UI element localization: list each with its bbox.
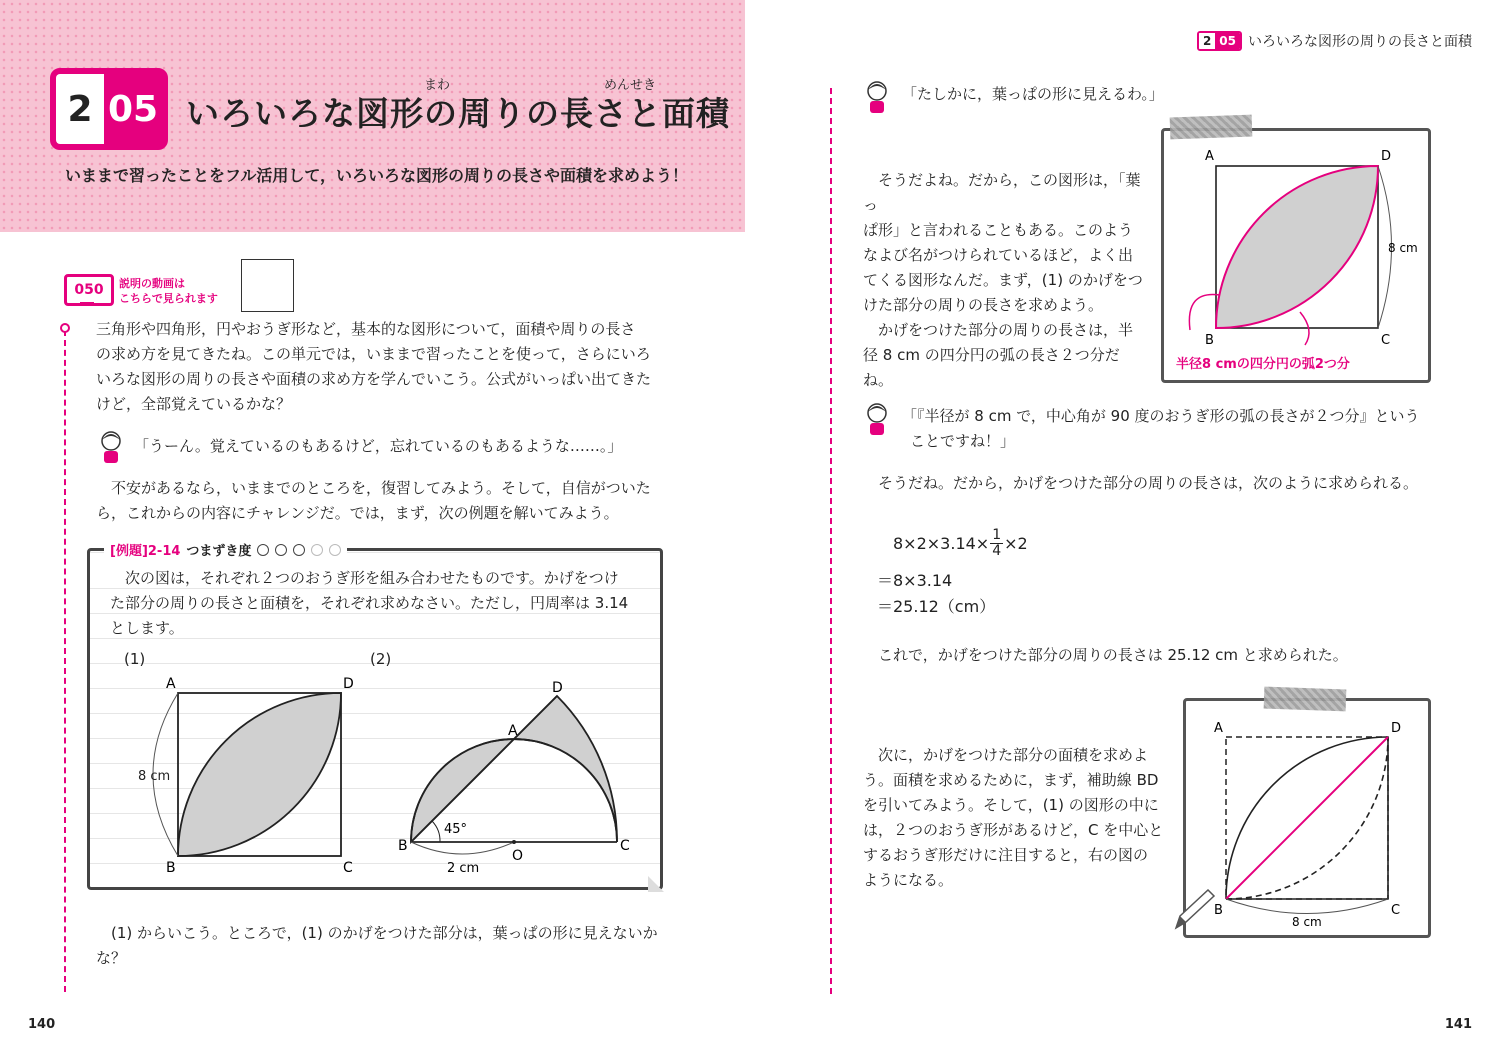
center-point <box>512 840 516 844</box>
example-tag <box>104 540 347 559</box>
text-line: の求め方を見てきたね。この単元では，いままで習ったことを使って，さらにいろ <box>96 345 651 363</box>
left-margin-line <box>64 330 66 992</box>
formula-part: ×2 <box>1004 534 1028 553</box>
vertex-label: D <box>1391 721 1402 736</box>
intro-paragraph <box>96 317 676 417</box>
video-code: 050 <box>74 282 104 298</box>
video-label <box>119 276 218 306</box>
vertex-label: C <box>1381 333 1391 348</box>
leaf-shape <box>178 693 341 856</box>
text-line: てくる図形なんだ。まず，(1) のかげをつ <box>863 271 1143 289</box>
text-line: を引いてみよう。そして，(1) の図形の中に <box>863 796 1159 814</box>
auxiliary-line-bd <box>1226 737 1388 899</box>
text-line: 不安があるなら，いままでのところを，復習してみよう。そして，自信がついた <box>111 479 651 497</box>
text-line: た部分の周りの長さと面積を，それぞれ求めなさい。ただし，円周率は 3.14 <box>110 594 629 612</box>
example-label: [例題]2-14 <box>110 544 181 559</box>
text-line: な？ <box>96 949 127 967</box>
fraction-denominator: 4 <box>992 543 1002 559</box>
formula-line-1 <box>893 528 1028 559</box>
vertex-label: B <box>1205 333 1214 348</box>
difficulty-face-empty-icon <box>311 544 323 556</box>
side-length-label: 8 cm <box>1388 241 1418 255</box>
vertex-label: A <box>166 676 176 692</box>
running-title: いろいろな図形の周りの長さと面積 <box>1248 34 1472 50</box>
difficulty-face-icon <box>275 544 287 556</box>
running-head <box>1197 31 1472 51</box>
text-line: 「『半径が 8 cm で，中心角が 90 度のおうぎ形の弧の長さが２つ分』という <box>902 407 1420 425</box>
text-line: 三角形や四角形，円やおうぎ形など，基本的な図形について，面積や周りの長さ <box>96 320 636 338</box>
text-line: 径 8 cm の四分円の弧の長さ２つ分だね。 <box>863 346 1120 389</box>
video-label-line: こちらで見られます <box>119 292 218 305</box>
vertex-label: A <box>1205 149 1214 164</box>
student-line-1: 「たしかに，葉っぱの形に見えるわ。」 <box>902 85 1164 103</box>
running-head-badge <box>1197 31 1242 51</box>
vertex-label: A <box>1214 721 1223 736</box>
vertex-label: D <box>552 680 563 696</box>
radius-brace <box>411 842 514 854</box>
formula-line-2: ＝8×3.14 <box>877 571 953 590</box>
side-length-label: 8 cm <box>1292 915 1322 929</box>
text-line: そうだよね。だから，この図形は，「葉っ <box>863 171 1141 214</box>
section-number: 05 <box>107 88 159 130</box>
text-line: するおうぎ形だけに注目すると，右の図の <box>863 846 1149 864</box>
text-line: 次の図は，それぞれ２つのおうぎ形を組み合わせたものです。かげをつけ <box>125 569 619 587</box>
figure-b <box>1168 698 1431 938</box>
radius-line <box>411 696 557 842</box>
student-line: 「うーん。覚えているのもあるけど，忘れているのもあるような……。」 <box>134 437 623 455</box>
page-title: いろいろな図形の周りの長さと面積 <box>186 94 730 133</box>
ruby-menseki: めんせき <box>604 78 657 93</box>
running-section: 05 <box>1215 33 1240 49</box>
figure-1-label: (1) <box>124 650 146 668</box>
qr-code-box[interactable] <box>241 259 294 312</box>
vertex-label: O <box>512 848 524 864</box>
student-avatar-icon <box>864 80 890 114</box>
result-line: これで，かげをつけた部分の周りの長さは 25.12 cm と求められた。 <box>878 646 1348 664</box>
fraction <box>990 528 1003 559</box>
difficulty-label: つまずき度 <box>186 544 252 559</box>
running-chapter: 2 <box>1199 33 1215 49</box>
chapter-number: 2 <box>56 74 104 144</box>
difficulty-face-icon <box>257 544 269 556</box>
area-paragraph <box>863 743 1173 893</box>
formula-line-3: ＝25.12（cm） <box>877 597 996 616</box>
student-avatar-icon <box>864 402 890 436</box>
vertex-label: A <box>508 723 518 739</box>
vertex-label-c: C <box>620 838 630 854</box>
text-line: かげをつけた部分の周りの長さは，半 <box>878 321 1134 339</box>
student-line-2 <box>902 404 1472 454</box>
bottom-paragraph <box>96 921 676 971</box>
leaf-paragraph <box>863 168 1148 393</box>
vertex-label: B <box>166 860 176 876</box>
margin-line-dot-icon <box>60 323 70 333</box>
radius-label: 2 cm <box>447 861 480 876</box>
angle-label: 45° <box>444 822 468 837</box>
text-line: ようになる。 <box>863 871 954 889</box>
text-line: 次に，かげをつけた部分の面積を求めよ <box>878 746 1149 764</box>
page-number-left: 140 <box>28 1017 56 1032</box>
page-number-right: 141 <box>1444 1017 1472 1032</box>
vertex-label: D <box>343 676 354 692</box>
text-line: ら，これからの内容にチャレンジだ。では，まず，次の例題を解いてみよう。 <box>96 504 619 522</box>
text-line: なよび名がつけられているほど，よく出 <box>863 246 1134 264</box>
text-line: う。面積を求めるために，まず，補助線 BD <box>863 771 1159 789</box>
pencil-icon <box>1176 890 1214 928</box>
leaf-shape <box>1216 166 1378 328</box>
difficulty-face-empty-icon <box>329 544 341 556</box>
figure-2 <box>395 675 635 880</box>
text-line: けど，全部覚えているかな？ <box>96 395 292 413</box>
page-subtitle: いままで習ったことをフル活用して，いろいろな図形の周りの長さや面積を求めよう！ <box>65 166 689 185</box>
figure-2-label: (2) <box>370 650 392 668</box>
right-margin-line <box>830 88 832 994</box>
text-line: ことですね！」 <box>910 432 1016 450</box>
text-line: (1) からいこう。ところで，(1) のかげをつけた部分は，葉っぱの形に見えないか <box>111 924 658 942</box>
side-length-label: 8 cm <box>138 769 171 784</box>
side-brace <box>1226 899 1388 914</box>
text-line: は，２つのおうぎ形があるけど，C を中心と <box>863 821 1164 839</box>
text-line: いろな図形の周りの長さや面積の求め方を学んでいこう。公式がいっぱい出てきた <box>96 370 652 388</box>
figure-1 <box>125 670 370 880</box>
text-line: けた部分の周りの長さを求めよう。 <box>863 296 1104 314</box>
student-avatar-icon <box>98 430 124 464</box>
example-text <box>110 566 655 641</box>
fraction-numerator: 1 <box>992 527 1002 543</box>
difficulty-face-icon <box>293 544 305 556</box>
calc-intro: そうだね。だから，かげをつけた部分の周りの長さは，次のように求められる。 <box>878 474 1419 492</box>
formula-part: 8×2×3.14× <box>893 534 990 553</box>
video-label-line: 説明の動画は <box>119 277 185 290</box>
section-badge <box>50 68 168 150</box>
vertex-label: B <box>398 838 408 854</box>
figure-caption: 半径8 cmの四分円の弧2つ分 <box>1176 357 1350 372</box>
angle-arc <box>432 821 440 842</box>
text-line: とします。 <box>110 619 184 637</box>
ruby-mawari: まわ <box>424 78 451 93</box>
vertex-label: D <box>1381 149 1392 164</box>
vertex-label: C <box>1391 903 1401 918</box>
page-curl-icon <box>648 876 664 892</box>
encourage-paragraph <box>96 476 676 526</box>
vertex-label: B <box>1214 903 1223 918</box>
vertex-label: C <box>343 860 353 876</box>
monitor-stand-icon <box>80 302 94 306</box>
figure-a <box>1161 128 1431 383</box>
text-line: ぱ形」と言われることもある。このよう <box>863 221 1134 239</box>
